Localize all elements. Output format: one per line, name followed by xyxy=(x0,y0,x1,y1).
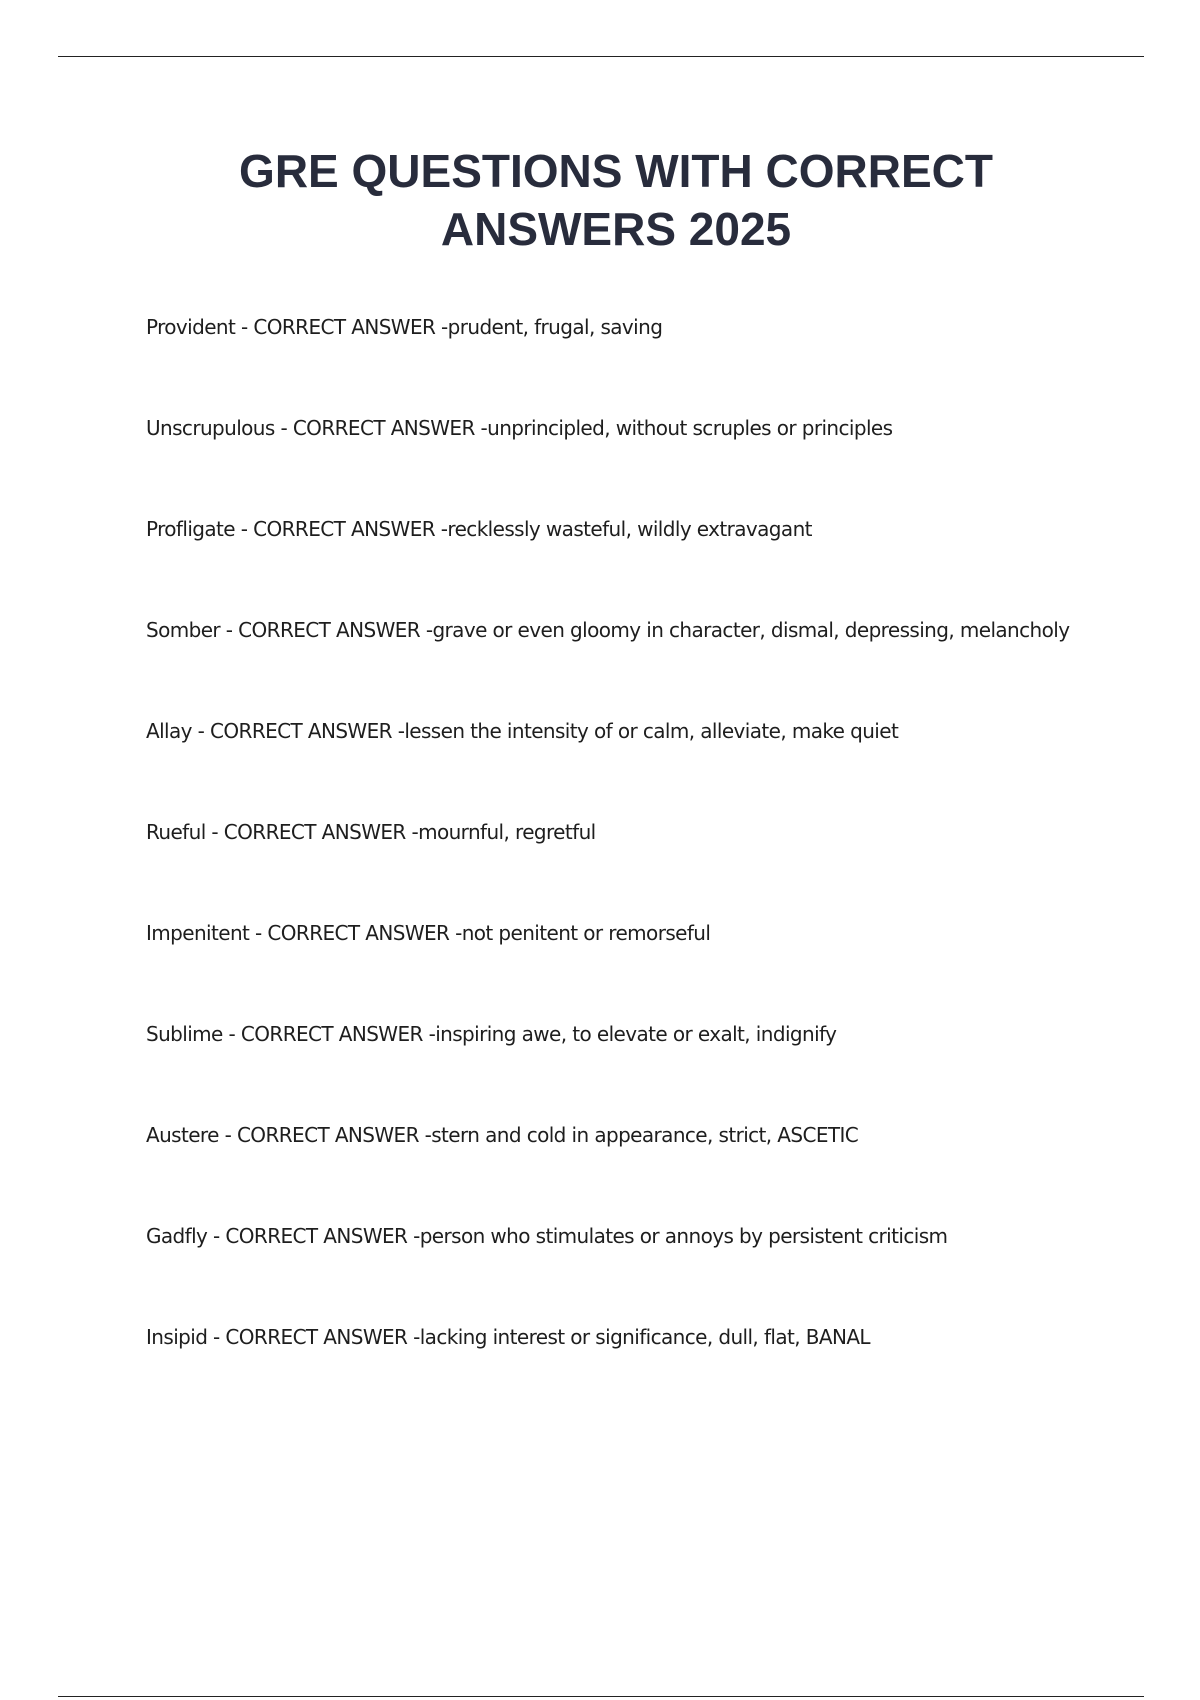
page-title-line-1: GRE QUESTIONS WITH CORRECT xyxy=(239,145,993,197)
bottom-rule xyxy=(58,1696,1144,1697)
vocabulary-entry-unscrupulous: Unscrupulous - CORRECT ANSWER -unprincipled, without scruples or principles xyxy=(146,416,893,440)
vocabulary-entry-rueful: Rueful - CORRECT ANSWER -mournful, regretful xyxy=(146,820,596,844)
vocabulary-entry-provident: Provident - CORRECT ANSWER -prudent, frugal, saving xyxy=(146,315,663,339)
top-rule xyxy=(58,56,1144,57)
vocabulary-entry-gadfly: Gadfly - CORRECT ANSWER -person who stimulates or annoys by persistent criticism xyxy=(146,1224,948,1248)
vocabulary-list xyxy=(146,312,1146,1423)
vocabulary-entry-impenitent: Impenitent - CORRECT ANSWER -not penitent or remorseful xyxy=(146,921,711,945)
vocabulary-entry-insipid: Insipid - CORRECT ANSWER -lacking interest or significance, dull, flat, BANAL xyxy=(146,1325,870,1349)
vocabulary-entry-profligate: Profligate - CORRECT ANSWER -recklessly wasteful, wildly extravagant xyxy=(146,517,812,541)
page-title xyxy=(0,142,1200,258)
vocabulary-entry-sublime: Sublime - CORRECT ANSWER -inspiring awe, to elevate or exalt, indignify xyxy=(146,1022,837,1046)
vocabulary-entry-allay: Allay - CORRECT ANSWER -lessen the intensity of or calm, alleviate, make quiet xyxy=(146,719,899,743)
page-title-line-2: ANSWERS 2025 xyxy=(440,203,792,255)
vocabulary-entry-austere: Austere - CORRECT ANSWER -stern and cold in appearance, strict, ASCETIC xyxy=(146,1123,859,1147)
vocabulary-entry-somber: Somber - CORRECT ANSWER -grave or even gloomy in character, dismal, depressing, melancholy xyxy=(146,618,1070,642)
